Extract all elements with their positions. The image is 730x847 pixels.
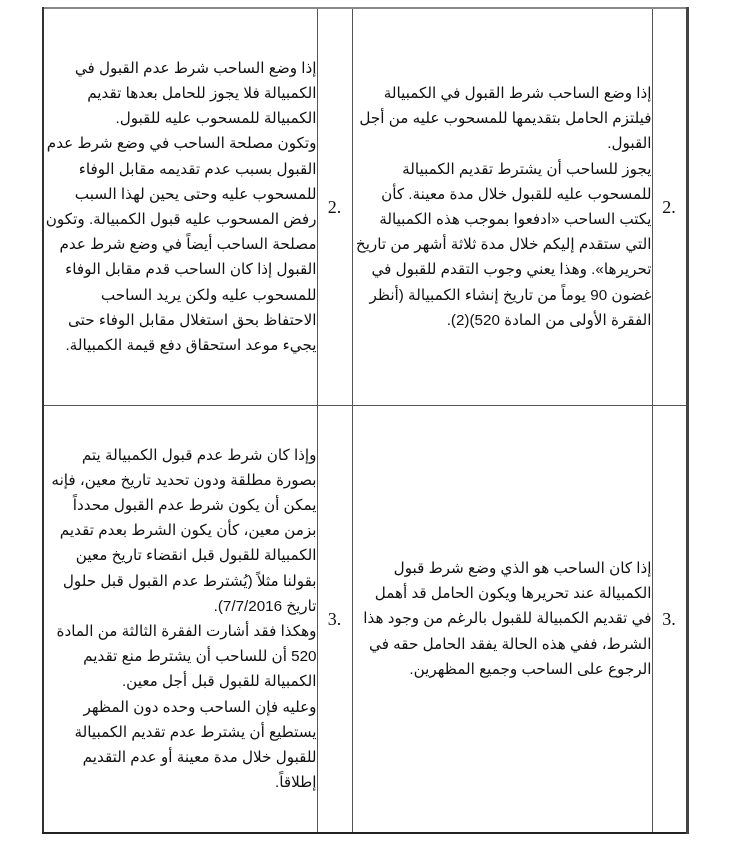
row-number-left — [317, 8, 352, 406]
left-content-cell — [43, 406, 317, 834]
row-number-left — [317, 406, 352, 834]
table-row — [43, 406, 687, 834]
row-number-label: 3. — [662, 608, 676, 629]
paragraph: وعليه فإن الساحب وحده دون المظهر يستطيع أن يشترط عدم تقديم الكمبيالة للقبول خلال مدة معينة أو عدم التقديم إطلاقاً. — [74, 698, 317, 792]
row-number-label: 3. — [327, 608, 342, 629]
paragraph: إذا وضع الساحب شرط القبول في الكمبيالة فيلتزم الحامل بتقديمها للمسحوب عليه من أجل القبول. — [359, 84, 652, 153]
row-number-label: 2. — [327, 196, 342, 217]
row-number-label: 2. — [662, 196, 676, 217]
paragraph: وإذا كان شرط عدم قبول الكمبيالة يتم بصورة مطلقة ودون تحديد تاريخ معين، فإنه يمكن أن يكون شرط عدم القبول محدداً بزمن معين، كأن يكون الشرط بعدم تقديم الكمبيالة للقبول قبل انقضاء تاريخ معين بقولنا مثلاً (يُشترط عدم القبول قبل حلول تاريخ 7/7/2016). — [51, 446, 317, 615]
paragraph: إذا وضع الساحب شرط عدم القبول في الكمبيالة فلا يجوز للحامل بعدها تقديم الكمبيالة للمسحوب عليه للقبول. — [74, 59, 317, 128]
row-number-right — [652, 8, 687, 406]
paragraph: وهكذا فقد أشارت الفقرة الثالثة من المادة 520 أن للساحب أن يشترط منع تقديم الكمبيالة للقبول قبل أجل معين. — [56, 623, 317, 691]
paragraph: إذا كان الساحب هو الذي وضع شرط قبول الكمبيالة عند تحريرها ويكون الحامل قد أهمل في تقديم الكمبيالة للقبول بالرغم من وجود هذا الشرط، ففي هذه الحالة يفقد الحامل حقه في الرجوع على الساحب وجميع المظهرين. — [363, 559, 652, 678]
paragraph: يجوز للساحب أن يشترط تقديم الكمبيالة للمسحوب عليه للقبول خلال مدة معينة. كأن يكتب الساحب «ادفعوا بموجب هذه الكمبيالة التي ستقدم إليكم خلال مدة ثلاثة أشهر من تاريخ تحريرها». وهذا يعني وجوب التقدم للقبول في غضون 90 يوماً من تاريخ إنشاء الكمبيالة (أنظر الفقرة الأولى من المادة 520)(2). — [355, 160, 652, 329]
row-number-right — [652, 406, 687, 834]
right-content-cell — [352, 8, 652, 406]
paragraph: وتكون مصلحة الساحب في وضع شرط عدم القبول بسبب عدم تقديمه مقابل الوفاء للمسحوب عليه وحتى يحين لهذا السبب رفض المسحوب عليه قبول الكمبيالة. وتكون مصلحة الساحب أيضاً في وضع شرط عدم القبول إذا كان الساحب قدم مقابل الوفاء للمسحوب عليه ولكن يريد الساحب الاحتفاظ بحق استغلال مقابل الوفاء حتى يجيء موعد استحقاق دفع قيمة الكمبيالة. — [45, 135, 317, 355]
left-content-cell — [43, 8, 317, 406]
right-content-cell — [352, 406, 652, 834]
comparison-table — [42, 7, 689, 834]
table-row — [43, 8, 687, 406]
